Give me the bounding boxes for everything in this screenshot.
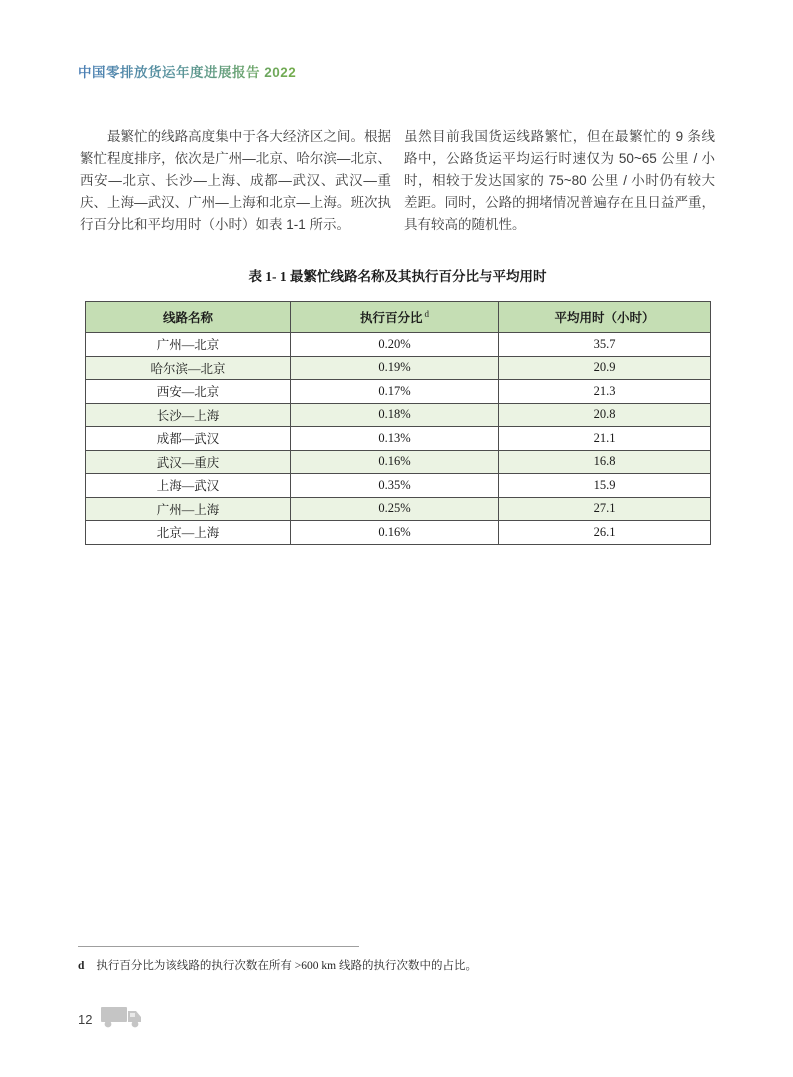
table-title: 表 1- 1 最繁忙线路名称及其执行百分比与平均用时 [248,269,547,284]
route-cell: 成都—武汉 [86,427,291,451]
percent-cell: 0.16% [291,521,499,545]
route-cell: 广州—上海 [86,497,291,521]
footnote [78,957,718,973]
table-header-row [86,302,711,333]
col-header-hours-label: 平均用时（小时） [554,311,655,325]
percent-cell: 0.35% [291,474,499,498]
col-header-percent [291,302,499,333]
percent-cell: 0.20% [291,333,499,357]
paragraph-left: 最繁忙的线路高度集中于各大经济区之间。根据繁忙程度排序，依次是广州—北京、哈尔滨—北京、西安—北京、长沙—上海、成都—武汉、武汉—重庆、上海—武汉、广州—上海和北京—上海。班次执行百分比和平均用时（小时）如表 1-1 所示。 [80,129,391,232]
table-row [86,497,711,521]
hours-cell: 21.1 [499,427,711,451]
hours-cell: 15.9 [499,474,711,498]
table-row [86,427,711,451]
route-cell: 上海—武汉 [86,474,291,498]
truck-icon [100,1003,144,1036]
percent-cell: 0.13% [291,427,499,451]
hours-cell: 35.7 [499,333,711,357]
percent-cell: 0.25% [291,497,499,521]
hours-cell: 16.8 [499,450,711,474]
percent-cell: 0.16% [291,450,499,474]
col-header-percent-label: 执行百分比 [359,311,423,325]
hours-cell: 20.8 [499,403,711,427]
percent-cell: 0.17% [291,380,499,404]
table-row [86,450,711,474]
table-row [86,380,711,404]
col-header-route-label: 线路名称 [162,311,213,325]
table-row [86,333,711,357]
table-row [86,403,711,427]
route-cell: 哈尔滨—北京 [86,356,291,380]
footnote-marker: d [78,960,85,972]
page-number: 12 [78,1012,93,1027]
col-header-hours [499,302,711,333]
hours-cell: 27.1 [499,497,711,521]
hours-cell: 20.9 [499,356,711,380]
route-cell: 长沙—上海 [86,403,291,427]
table-row [86,521,711,545]
route-cell: 广州—北京 [86,333,291,357]
hours-cell: 21.3 [499,380,711,404]
footnote-marker-ref: d [424,308,429,319]
page-footer [78,1003,144,1036]
table-row [86,474,711,498]
percent-cell: 0.18% [291,403,499,427]
footnote-text: 执行百分比为该线路的执行次数在所有 >600 km 线路的执行次数中的占比。 [96,960,477,972]
page-header-title: 中国零排放货运年度进展报告 2022 [78,61,296,81]
paragraph-right: 虽然目前我国货运线路繁忙，但在最繁忙的 9 条线路中，公路货运平均运行时速仅为 50~65 公里 / 小时，相较于发达国家的 75~80 公里 / 小时仍有较大差距。同时，公路的拥堵情况普遍存在且日益严重，具有较高的随机性。 [404,129,715,232]
routes-table [85,301,711,545]
route-cell: 武汉—重庆 [86,450,291,474]
hours-cell: 26.1 [499,521,711,545]
route-cell: 北京—上海 [86,521,291,545]
percent-cell: 0.19% [291,356,499,380]
table-row [86,356,711,380]
footnote-divider [78,946,359,947]
route-cell: 西安—北京 [86,380,291,404]
col-header-route [86,302,291,333]
